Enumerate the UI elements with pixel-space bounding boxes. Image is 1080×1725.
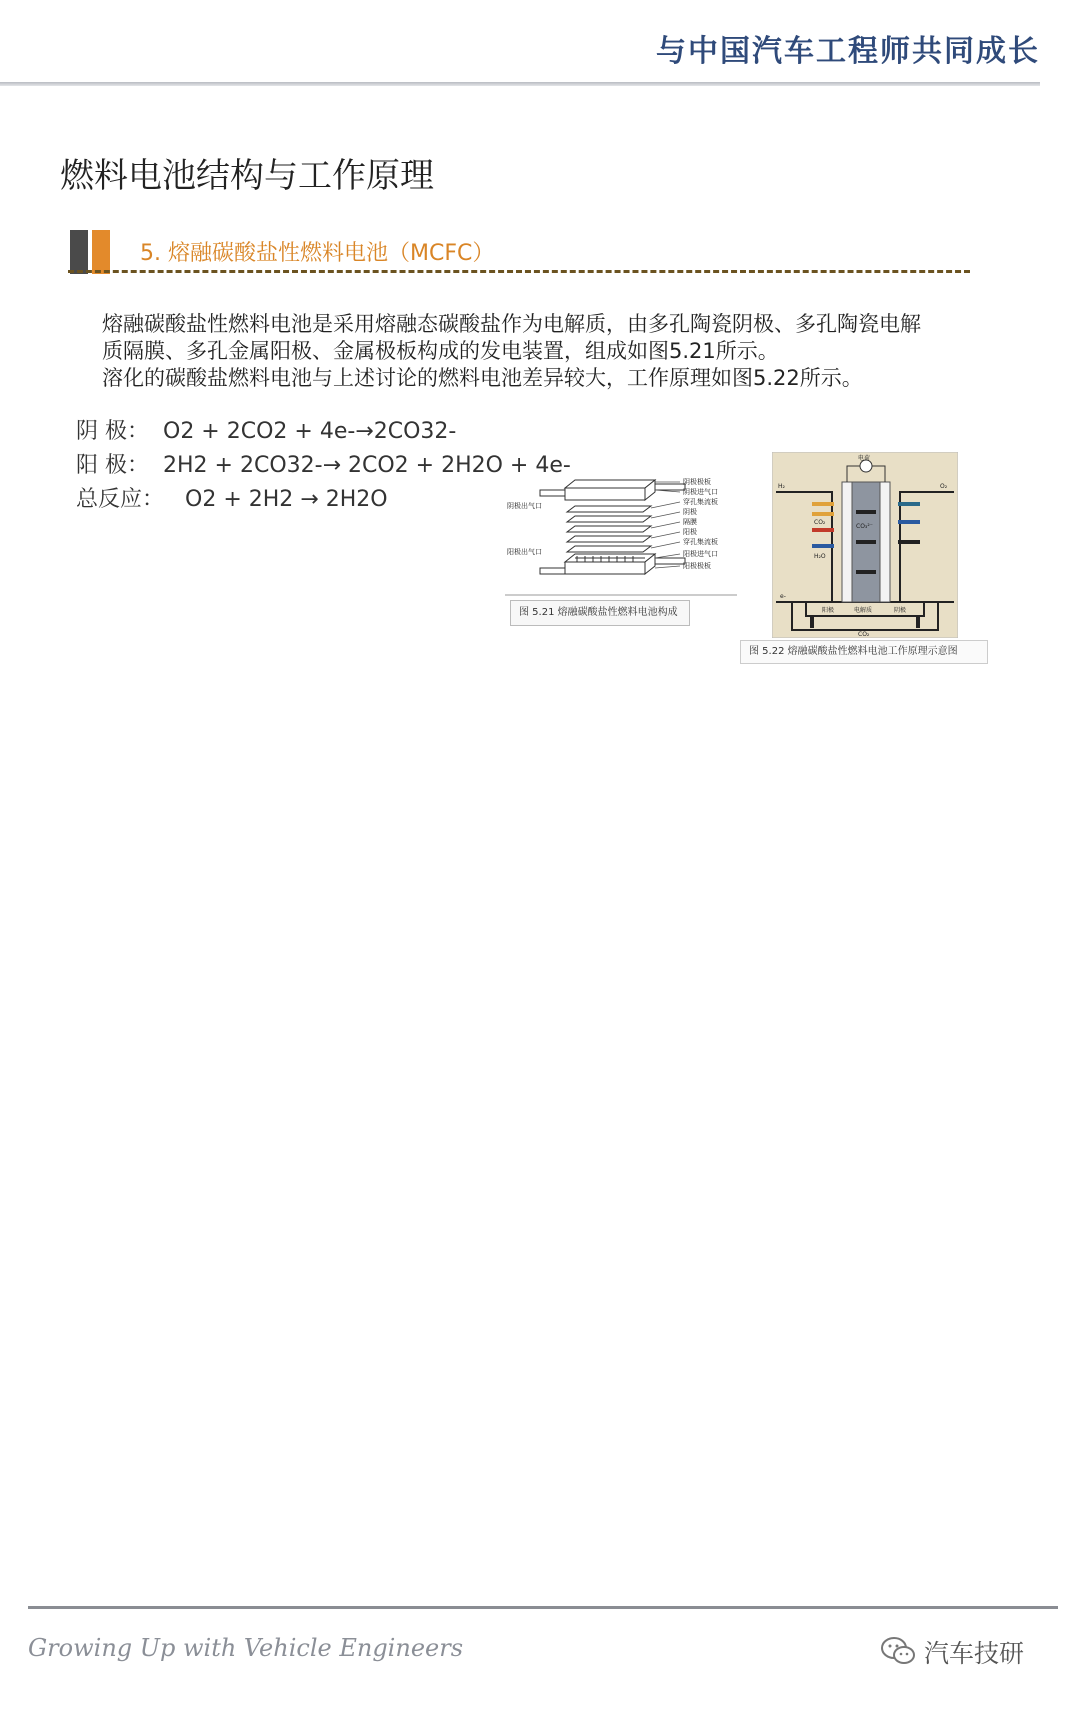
fig2-label: H₂: [778, 483, 785, 490]
fig1-right-label: 阴极极板: [683, 478, 711, 486]
fig2-label: 电解质: [854, 607, 873, 614]
page-title: 燃料电池结构与工作原理: [60, 156, 434, 196]
wechat-icon: [880, 1636, 916, 1666]
fig1-right-label: 阴极: [683, 508, 697, 516]
equation-formula: O2 + 2H2 → 2H2O: [178, 487, 388, 512]
section-divider: [68, 270, 970, 273]
body-paragraph-line-1: 熔融碳酸盐性燃料电池是采用熔融态碳酸盐作为电解质，由多孔陶瓷阴极、多孔陶瓷电解: [102, 312, 921, 336]
fig1-right-label: 穿孔集流板: [683, 498, 718, 506]
footer-slogan: Growing Up with Vehicle Engineers: [28, 1634, 464, 1662]
fig2-label: CO₂: [814, 519, 826, 526]
mcfc-structure-figure: [505, 478, 737, 596]
figure-caption-5-21: 图 5.21 熔融碳酸盐性燃料电池构成: [510, 600, 690, 626]
body-paragraph-line-2: 质隔膜、多孔金属阳极、金属极板构成的发电装置，组成如图5.21所示。: [102, 339, 779, 363]
equation-formula: O2 + 2CO2 + 4e-→2CO32-: [163, 419, 457, 444]
fig1-right-label: 阴极进气口: [683, 488, 718, 496]
equation-anode: [76, 448, 571, 479]
fig2-label: CO₃²⁻: [856, 523, 873, 530]
equation-label: 阴 极：: [76, 419, 149, 444]
fig1-right-label: 阳极极板: [683, 562, 711, 570]
fig1-right-label: 阳极进气口: [683, 550, 718, 558]
section-title: 5. 熔融碳酸盐性燃料电池（MCFC）: [140, 241, 495, 266]
fig1-right-label: 隔膜: [683, 518, 697, 526]
mcfc-principle-figure: [772, 452, 958, 638]
equation-label: 阳 极：: [76, 453, 149, 478]
footer-divider: [28, 1606, 1058, 1609]
fig2-label: e-: [780, 593, 786, 600]
fig2-label: CO₂: [858, 631, 870, 638]
fig2-label: O₂: [940, 483, 948, 490]
equation-cathode: [76, 414, 456, 445]
header-divider: [0, 82, 1040, 86]
equation-label: 总反应：: [76, 487, 165, 512]
fig2-label: H₂O: [814, 553, 826, 560]
fig1-right-label: 阳极: [683, 528, 697, 536]
header-slogan: 与中国汽车工程师共同成长: [656, 34, 1040, 69]
fig1-left-label-2: 阳极出气口: [507, 548, 542, 556]
equation-formula: 2H2 + 2CO32-→ 2CO2 + 2H2O + 4e-: [163, 453, 571, 478]
section-marker-icon: [70, 230, 112, 274]
footer-account-name: 汽车技研: [924, 1639, 1025, 1668]
fig2-label: 阳极: [822, 607, 835, 614]
fig1-left-label-1: 阴极出气口: [507, 502, 542, 510]
fig2-label: 电荷: [858, 455, 871, 462]
figure-caption-5-22: 图 5.22 熔融碳酸盐性燃料电池工作原理示意图: [740, 640, 988, 664]
fig2-label: 阴极: [894, 607, 907, 614]
fig1-right-label: 穿孔集流板: [683, 538, 718, 546]
equation-overall: [76, 482, 388, 513]
body-paragraph-line-3: 溶化的碳酸盐燃料电池与上述讨论的燃料电池差异较大，工作原理如图5.22所示。: [102, 366, 863, 390]
